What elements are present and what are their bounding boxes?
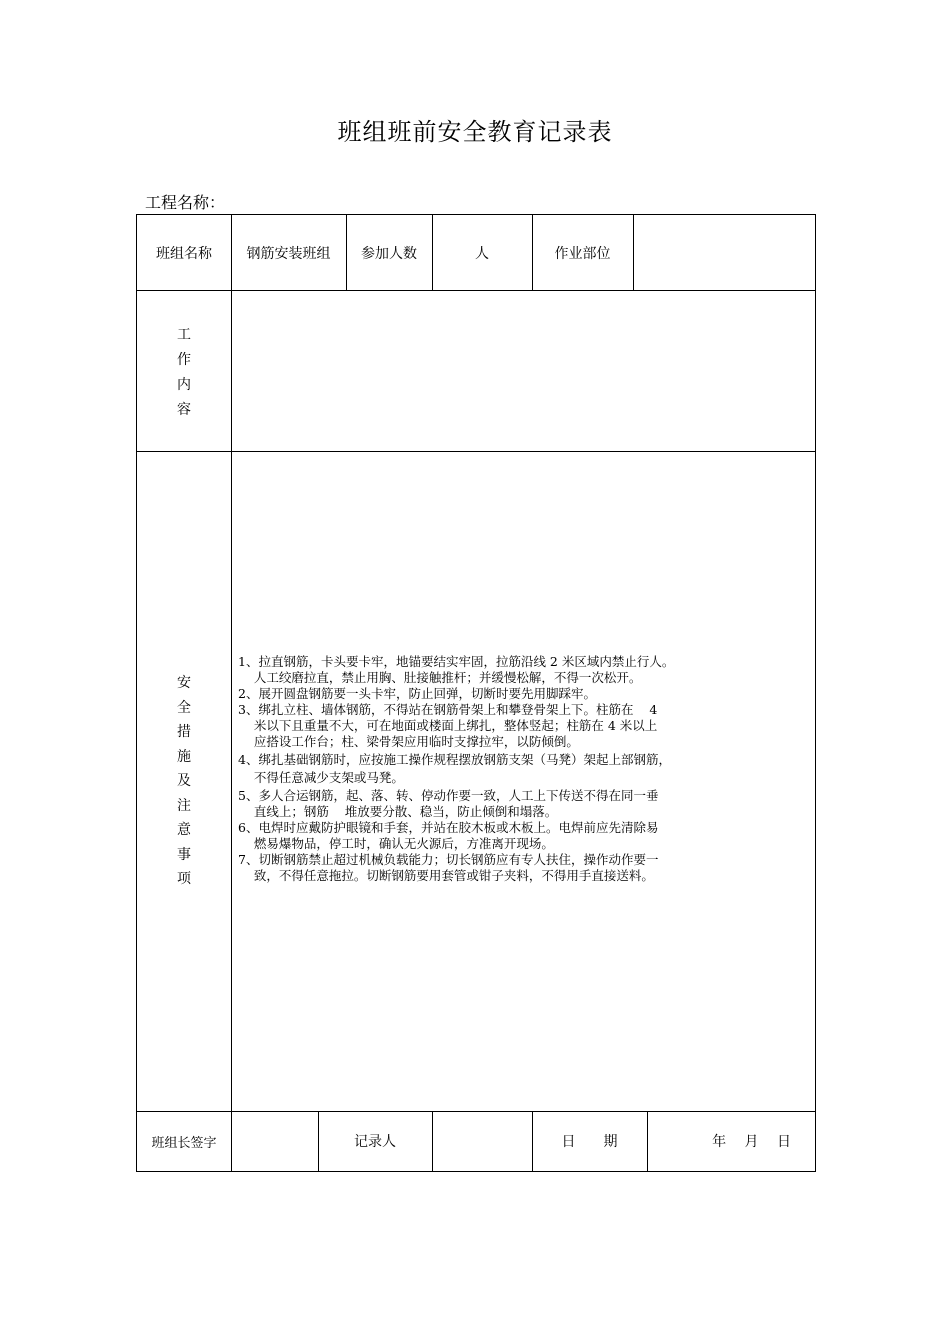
project-name-label: 工程名称： [145,193,226,212]
safety-note-line: 应搭设工作台；柱、梁骨架应用临时支撑拉牢，以防倾倒。 [238,734,579,749]
safety-notes [238,654,778,884]
participants-count-field[interactable]: 人 [475,245,489,262]
safety-note-line: 2、展开圆盘钢筋要一头卡牢，防止回弹，切断时要先用脚踩牢。 [238,686,596,701]
safety-note-line: 人工绞磨拉直，禁止用胸、肚接触推杆；并缓慢松解，不得一次松开。 [238,670,642,685]
date-label: 日 期 [561,1134,618,1150]
date-field[interactable]: 年 月 日 [712,1134,791,1150]
work-content-label: 工 作 内 容 [177,327,191,418]
safety-note-line: 5、多人合运钢筋，起、落、转、停动作要一致，人工上下传送不得在同一垂 [238,788,659,803]
safety-note-line: 致，不得任意拖拉。切断钢筋要用套管或钳子夹料，不得用手直接送料。 [238,868,654,883]
team-name-label: 班组名称 [156,245,212,262]
team-name-value[interactable]: 钢筋安装班组 [246,245,331,262]
safety-note-line: 燃易爆物品，停工时，确认无火源后，方准离开现场。 [238,836,554,851]
safety-note-line: 米以下且重量不大，可在地面或楼面上绑扎，整体竖起；柱筋在 4 米以上 [238,718,658,733]
row-divider [137,451,815,452]
leader-sign-label: 班组长签字 [151,1135,217,1151]
safety-note-line: 直线上；钢筋 堆放要分散、稳当，防止倾倒和塌落。 [238,804,558,819]
safety-note-line: 1、拉直钢筋，卡头要卡牢，地锚要结实牢固，拉筋沿线 2 米区域内禁止行人。 [238,654,675,669]
work-location-label: 作业部位 [554,245,611,262]
safety-note-line: 6、电焊时应戴防护眼镜和手套，并站在胶木板或木板上。电焊前应先清除易 [238,820,659,835]
page-title: 班组班前安全教育记录表 [337,118,613,146]
safety-note-line: 不得任意减少支架或马凳。 [238,770,404,785]
safety-measures-label: 安 全 措 施 及 注 意 事 项 [177,675,191,887]
leader-sign-field[interactable] [231,1111,318,1171]
safety-note-line: 4、绑扎基础钢筋时，应按施工操作规程摆放钢筋支架（马凳）架起上部钢筋， [238,752,671,767]
safety-note-line: 7、切断钢筋禁止超过机械负载能力；切长钢筋应有专人扶住，操作动作要一 [238,852,659,867]
work-location-field[interactable] [633,215,815,290]
recorder-field[interactable] [432,1111,532,1171]
work-content-field[interactable] [231,290,815,451]
recorder-label: 记录人 [354,1134,396,1150]
safety-note-line: 3、绑扎立柱、墙体钢筋，不得站在钢筋骨架上和攀登骨架上下。柱筋在 4 [238,702,658,717]
participants-label: 参加人数 [361,245,417,262]
